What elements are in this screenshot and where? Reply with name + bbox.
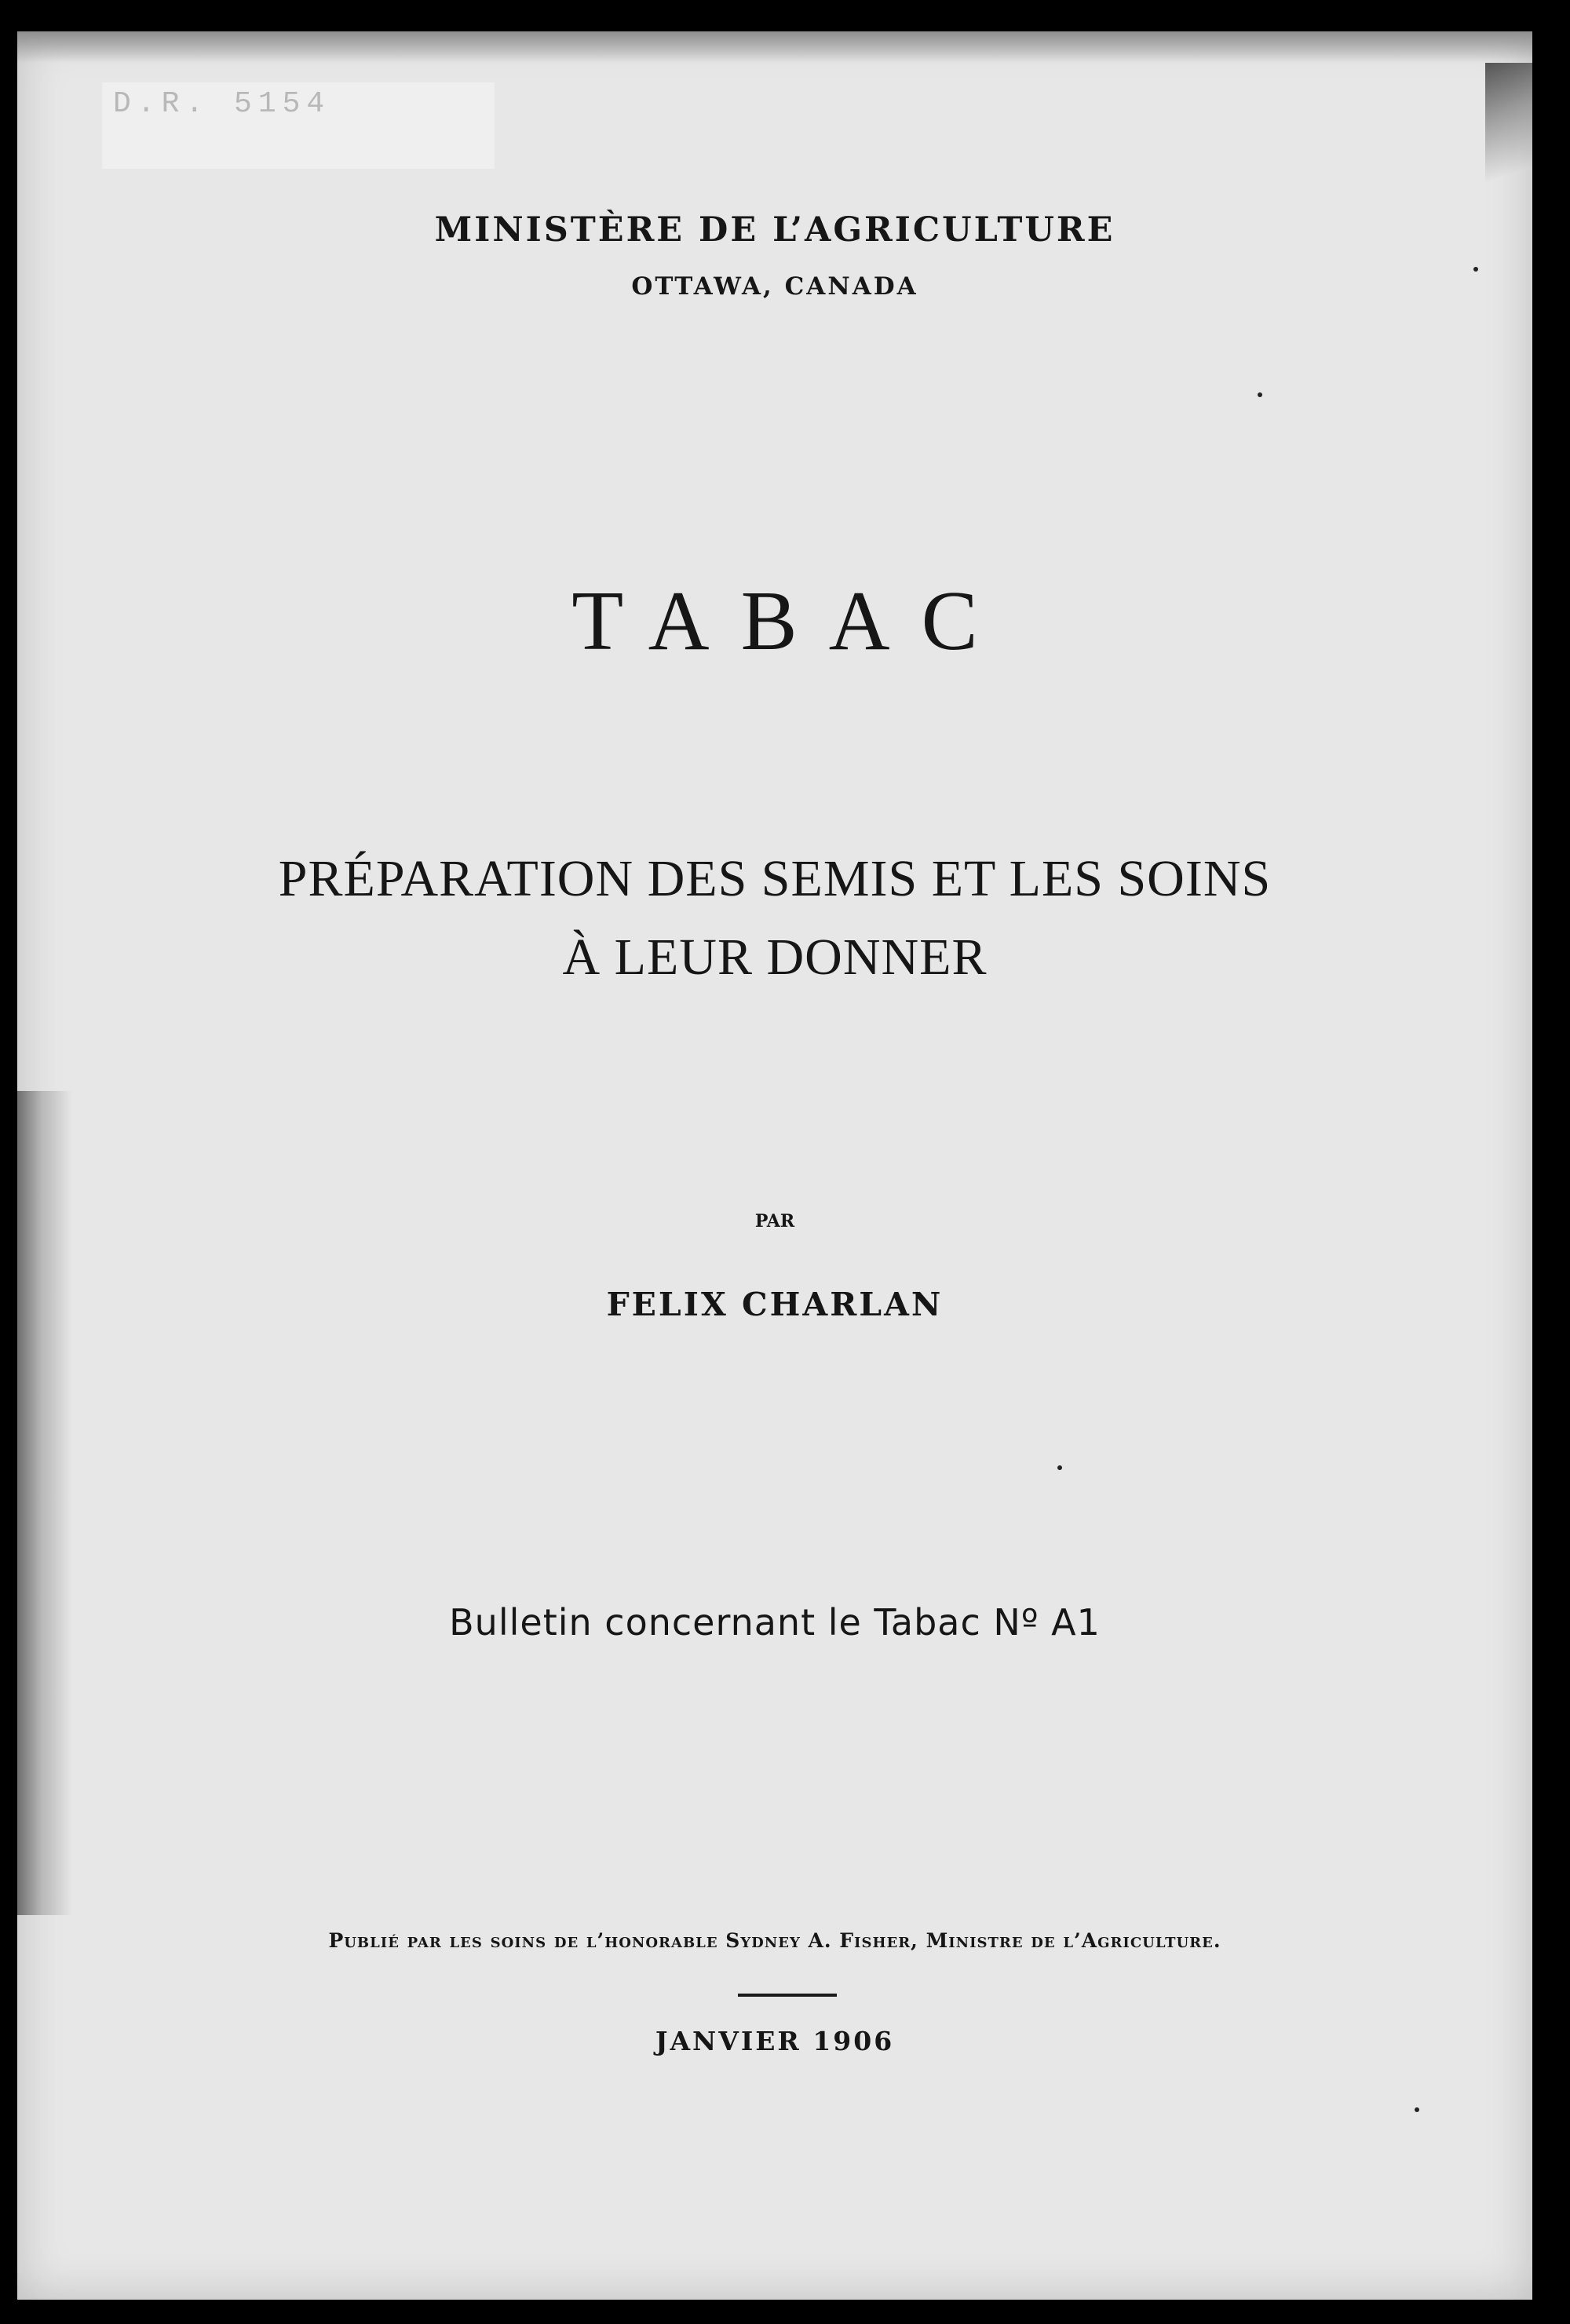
document-title: TABAC bbox=[571, 575, 1010, 668]
publication-date: JANVIER 1906 bbox=[655, 2026, 895, 2056]
document-page bbox=[17, 31, 1532, 2300]
by-label: PAR bbox=[754, 1211, 795, 1231]
city-heading: OTTAWA, CANADA bbox=[631, 272, 918, 301]
divider-rule bbox=[738, 1994, 837, 1997]
library-stamp: D.R. 5154 bbox=[102, 82, 495, 169]
dust-speck bbox=[1057, 1465, 1062, 1470]
subtitle-line-1: PRÉPARATION DES SEMIS ET LES SOINS bbox=[278, 850, 1272, 907]
dust-speck bbox=[1258, 392, 1262, 397]
author-name: FELIX CHARLAN bbox=[606, 1286, 944, 1323]
ministry-heading: MINISTÈRE DE L’AGRICULTURE bbox=[434, 210, 1115, 250]
publication-note: Publié par les soins de l’honorable Sydney A. Fisher, Ministre de l’Agriculture. bbox=[328, 1929, 1221, 1952]
top-edge-shadow bbox=[17, 31, 1532, 63]
dust-speck bbox=[1473, 267, 1478, 272]
subtitle-line-2: À LEUR DONNER bbox=[562, 929, 988, 986]
corner-curl bbox=[1485, 63, 1532, 188]
dust-speck bbox=[1415, 2107, 1419, 2112]
bulletin-number: Bulletin concernant le Tabac Nº A1 bbox=[449, 1601, 1101, 1644]
